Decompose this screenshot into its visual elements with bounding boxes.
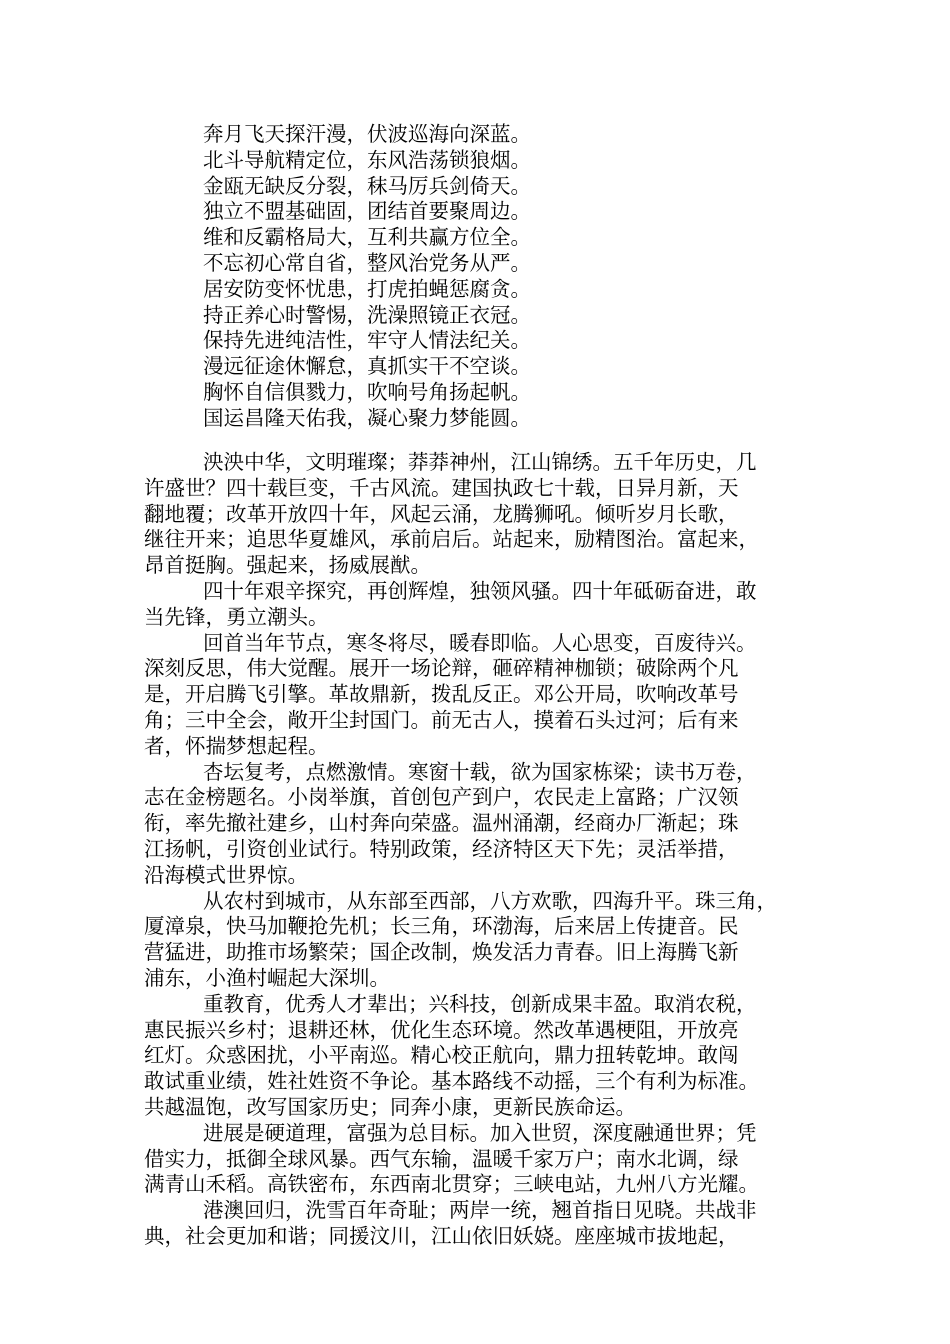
poem-line: 独立不盟基础固，团结首要聚周边。 (203, 199, 531, 224)
paragraph-line: 沿海模式世界惊。 (144, 862, 308, 887)
paragraph (144, 450, 814, 579)
paragraph-line: 敢试重业绩，姓社姓资不争论。基本路线不动摇，三个有利为标准。 (144, 1069, 759, 1094)
paragraph-line: 共越温饱，改写国家历史；同奔小康，更新民族命运。 (144, 1094, 636, 1119)
paragraph-line: 许盛世？四十载巨变，千古风流。建国执政七十载，日异月新，天 (144, 475, 739, 500)
paragraph-line: 从农村到城市，从东部至西部，八方欢歌，四海升平。珠三角， (203, 888, 777, 913)
paragraph-line: 翻地覆；改革开放四十年，风起云涌，龙腾狮吼。倾听岁月长歌， (144, 501, 739, 526)
paragraph (144, 579, 814, 631)
paragraph-line: 重教育，优秀人才辈出；兴科技，创新成果丰盈。取消农税， (203, 991, 757, 1016)
paragraph-line: 港澳回归，洗雪百年奇耻；两岸一统，翘首指日见晓。共战非 (203, 1198, 757, 1223)
paragraph-line: 角；三中全会，敞开尘封国门。前无古人，摸着石头过河；后有来 (144, 707, 739, 732)
poem-line: 金瓯无缺反分裂，秣马厉兵剑倚天。 (203, 173, 531, 198)
poem-line: 北斗导航精定位，东风浩荡锁狼烟。 (203, 147, 531, 172)
paragraph (144, 889, 814, 992)
paragraph-line: 当先锋，勇立潮头。 (144, 604, 329, 629)
paragraph-line: 是，开启腾飞引擎。革故鼎新，拨乱反正。邓公开局，吹响改革号 (144, 682, 739, 707)
poem-line: 国运昌隆天佑我，凝心聚力梦能圆。 (203, 405, 531, 430)
paragraph-line: 典，社会更加和谐；同援汶川，江山依旧妖娆。座座城市拔地起， (144, 1223, 739, 1248)
paragraph-line: 泱泱中华，文明璀璨；莽莽神州，江山锦绣。五千年历史，几 (203, 450, 757, 474)
paragraph-line: 江扬帆，引资创业试行。特别政策，经济特区天下先；灵活举措， (144, 836, 739, 861)
paragraph-line: 继往开来；追思华夏雄风，承前启后。站起来，励精图治。富起来， (144, 527, 759, 552)
poem-block (203, 122, 531, 432)
paragraph-line: 者，怀揣梦想起程。 (144, 733, 329, 758)
paragraph (144, 1198, 814, 1250)
poem-line: 保持先进纯洁性，牢守人情法纪关。 (203, 328, 531, 353)
prose-body (144, 450, 814, 1250)
paragraph (144, 631, 814, 760)
paragraph-line: 进展是硬道理，富强为总目标。加入世贸，深度融通世界；凭 (203, 1120, 757, 1145)
paragraph-line: 浦东，小渔村崛起大深圳。 (144, 965, 390, 990)
poem-line: 胸怀自信俱戮力，吹响号角扬起帆。 (203, 379, 531, 404)
paragraph (144, 1121, 814, 1198)
poem-line: 漫远征途休懈怠，真抓实干不空谈。 (203, 354, 531, 379)
paragraph-line: 衔，率先撤社建乡，山村奔向荣盛。温州涌潮，经商办厂渐起；珠 (144, 811, 739, 836)
paragraph (144, 760, 814, 889)
paragraph-line: 营猛进，助推市场繁荣；国企改制，焕发活力青春。旧上海腾飞新 (144, 940, 739, 965)
paragraph-line: 满青山禾稻。高铁密布，东西南北贯穿；三峡电站，九州八方光耀。 (144, 1172, 759, 1197)
poem-line: 居安防变怀忧患，打虎拍蝇惩腐贪。 (203, 276, 531, 301)
paragraph-line: 红灯。众惑困扰，小平南巡。精心校正航向，鼎力扭转乾坤。敢闯 (144, 1043, 739, 1068)
poem-line: 不忘初心常自省，整风治党务从严。 (203, 250, 531, 275)
poem-line: 持正养心时警惕，洗澡照镜正衣冠。 (203, 302, 531, 327)
paragraph-line: 志在金榜题名。小岗举旗，首创包产到户，农民走上富路；广汉领 (144, 785, 739, 810)
paragraph-line: 杏坛复考，点燃激情。寒窗十载，欲为国家栋梁；读书万卷， (203, 759, 757, 784)
paragraph-line: 深刻反思，伟大觉醒。展开一场论辩，砸碎精神枷锁；破除两个凡 (144, 656, 739, 681)
paragraph-line: 借实力，抵御全球风暴。西气东输，温暖千家万户；南水北调，绿 (144, 1146, 739, 1171)
paragraph-line: 四十年艰辛探究，再创辉煌，独领风骚。四十年砥砺奋进，敢 (203, 578, 757, 603)
paragraph (144, 992, 814, 1121)
paragraph-line: 厦漳泉，快马加鞭抢先机；长三角，环渤海，后来居上传捷音。民 (144, 914, 739, 939)
poem-line: 奔月飞天探汗漫，伏波巡海向深蓝。 (203, 122, 531, 146)
paragraph-line: 回首当年节点，寒冬将尽，暖春即临。人心思变，百废待兴。 (203, 630, 757, 655)
poem-line: 维和反霸格局大，互利共赢方位全。 (203, 225, 531, 250)
paragraph-line: 惠民振兴乡村；退耕还林，优化生态环境。然改革遇梗阻，开放亮 (144, 1017, 739, 1042)
paragraph-line: 昂首挺胸。强起来，扬威展猷。 (144, 553, 431, 578)
